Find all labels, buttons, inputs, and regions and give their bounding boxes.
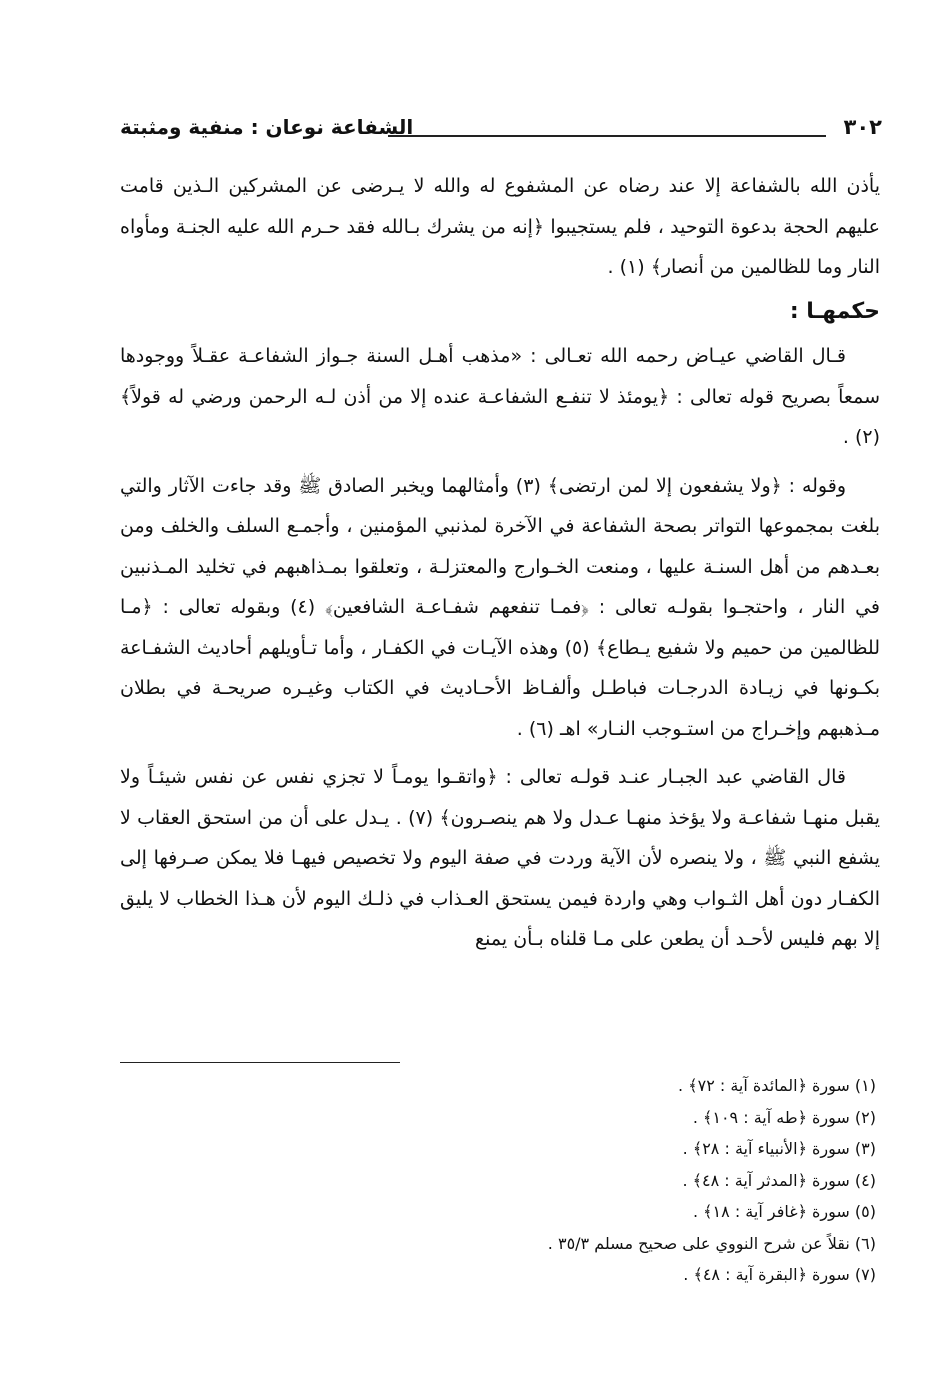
footnote-rule <box>120 1062 400 1063</box>
paragraph-4: قال القاضي عبد الجبـار عنـد قولـه تعالى : ﴿واتقـوا يومـاً لا تجزي نفس عن نفس شيئـاً ولا يقبل منهـا شفاعـة ولا يؤخذ منهـا عـدل ولا هم ينصـرون﴾ (٧) . يـدل على أن من استحق العقاب لا يشفع النبي ﷺ ، ولا ينصره لأن الآية وردت في صفة اليوم ولا تخصيص فيهـا فلا يمكن صـرفها إلى الكفـار دون أهل الثـواب وهي واردة فيمن يستحق العـذاب في ذلـك اليوم لأن هـذا الخطاب لا يليق إلا بهم فليس لأحـد أن يطعن على مـا قلناه بـأن يمنع <box>120 766 880 950</box>
footnote-4: (٤) سورة ﴿المدثر آية : ٤٨﴾ . <box>682 1170 876 1190</box>
footnote-5: (٥) سورة ﴿غافر آية : ١٨﴾ . <box>693 1202 876 1221</box>
footnote-3: (٣) سورة ﴿الأنبياء آية : ٢٨﴾ . <box>682 1139 876 1158</box>
header-rule <box>388 135 826 137</box>
paragraph-3: وقوله : ﴿ولا يشفعون إلا لمن ارتضى﴾ (٣) وأمثالهما ويخبر الصادق ﷺ وقد جاءت الآثار والتي بلغت بمجموعها التواتر بصحة الشفاعة في الآخرة لمذنبي المؤمنين ، وأجمـع السلف والخلف ومن بعـدهم من أهل السنـة عليها ، ومنعت الخـوارج والمعتزلـة ، وتعلقوا بمـذاهبهم في تخليد المـذنبين في النار ، واحتجـوا بقولـه تعالى : ﴿فمـا تنفعهم شفـاعـة الشافعين﴾ (٤) وبقوله تعالى : ﴿مـا للظالمين من حميم ولا شفيع يـطاع﴾ (٥) وهذه الآيـات في الكفـار ، وأما تـأويلهم أحاديث الشفـاعة بكـونها في زيـادة الدرجـات فباطـل وألفـاظ الأحـاديث في الكتاب وغيـره صريحـة في بطلان مـذهبهم وإخـراج من استـوجب النـار» اهـ (٦) . <box>120 474 880 740</box>
footnote-2: (٢) سورة ﴿طه آية : ١٠٩﴾ . <box>692 1107 876 1127</box>
page-number: ٣٠٢ <box>843 115 882 139</box>
footnote-7: (٧) سورة ﴿البقرة آية : ٤٨﴾ . <box>683 1265 876 1284</box>
paragraph-2: قـال القاضي عيـاض رحمه الله تعـالى : «مذهب أهـل السنة جـواز الشفاعـة عقـلاً ووجودها سمعاً بصريح قوله تعالى : ﴿يومئذ لا تنفـع الشفاعـة عنده إلا من أذن لـه الرحمن ورضي له قولاً﴾ (٢) . <box>120 345 880 448</box>
footnote-6: (٦) نقلاً عن شرح النووي على صحيح مسلم ٣٥/٣ . <box>547 1233 876 1253</box>
footnotes <box>120 1070 876 1291</box>
running-header <box>120 112 882 142</box>
section-heading: حكمهـا : <box>789 298 880 324</box>
paragraph-1: يأذن الله بالشفاعة إلا عند رضاه عن المشفوع له والله لا يـرضى عن المشركين الـذين قامت عليهم الحجة بدعوة التوحيد ، فلم يستجيبوا ﴿إنه من يشرك بـالله فقد حـرم الله عليه الجنـة ومأواه النار وما للظالمين من أنصار﴾ (١) . <box>120 175 880 278</box>
running-title: الشفاعة نوعان : منفية ومثبتة <box>120 115 414 139</box>
footnote-1: (١) سورة ﴿المائدة آية : ٧٢﴾ . <box>678 1076 876 1095</box>
main-text <box>120 166 880 960</box>
